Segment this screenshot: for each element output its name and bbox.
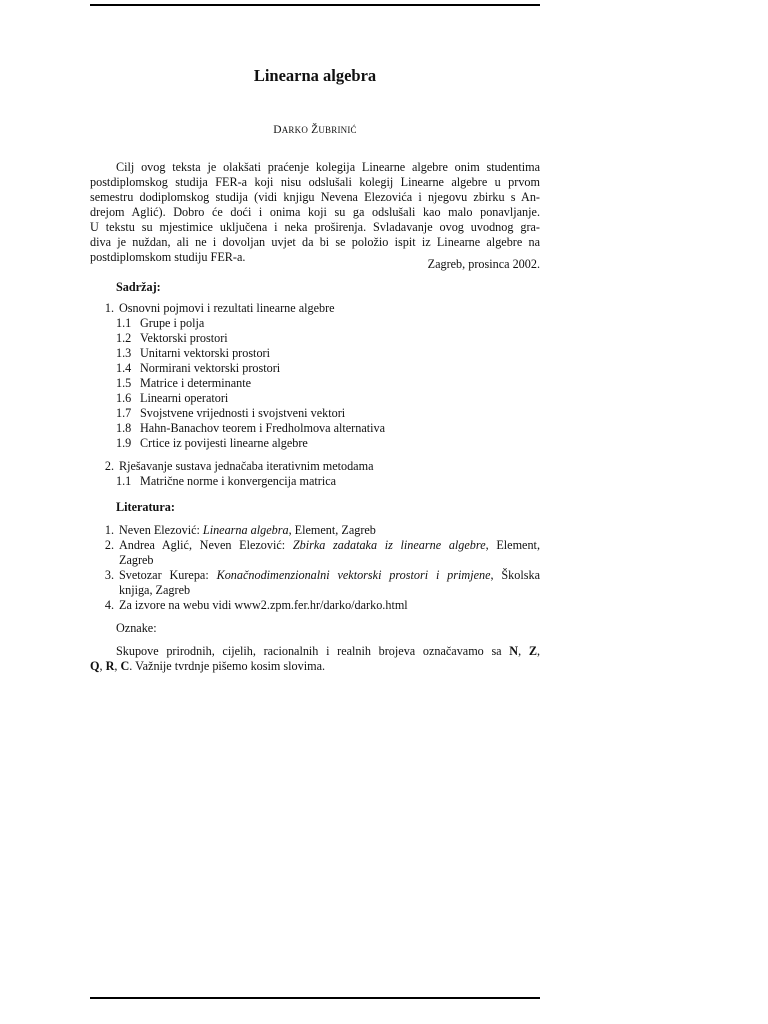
symbol-R: R bbox=[105, 659, 115, 673]
literature-item bbox=[98, 538, 540, 568]
bottom-rule bbox=[90, 997, 540, 999]
toc-section[interactable] bbox=[98, 346, 540, 361]
toc-label: Matrične norme i konvergencija matrica bbox=[140, 474, 337, 488]
table-of-contents-part2 bbox=[98, 459, 540, 489]
literature-number: 4. bbox=[104, 598, 114, 612]
symbol-N: N bbox=[509, 644, 519, 658]
document-title: Linearna algebra bbox=[253, 66, 377, 85]
abstract-line: postdiplomskom studiju FER-a. bbox=[90, 250, 246, 264]
literature-author: Neven Elezović: bbox=[119, 523, 203, 537]
symbol-C: C bbox=[120, 659, 130, 673]
literature-list bbox=[98, 523, 540, 613]
abstract-line: postdiplomskog studija FER-a koji nisu odslušali kolegij Linearne algebre u prvom bbox=[90, 175, 540, 189]
notation-text: Skupove prirodnih, cijelih, racionalnih i realnih brojeva označavamo sa bbox=[116, 644, 510, 658]
toc-section[interactable] bbox=[98, 331, 540, 346]
literature-publisher: , Element, Zagreb bbox=[288, 523, 376, 537]
toc-label: Osnovni pojmovi i rezultati linearne algebre bbox=[119, 301, 335, 315]
symbol-Q: Q bbox=[90, 659, 100, 673]
toc-number: 1.3 bbox=[116, 346, 132, 360]
literature-title: Zbirka zadataka iz linearne algebre bbox=[292, 538, 486, 552]
abstract-line: drejom Aglić). Dobro će doći i onima koji su ga odslušali kao malo ponavljanje. bbox=[90, 205, 540, 219]
toc-label: Unitarni vektorski prostori bbox=[140, 346, 270, 360]
toc-number: 1.2 bbox=[116, 331, 132, 345]
abstract-line: Cilj ovog teksta je olakšati praćenje kolegija Linearne algebre onim studentima bbox=[116, 160, 540, 174]
literature-publisher: , Školska bbox=[490, 568, 540, 582]
top-rule bbox=[90, 4, 540, 6]
contents-heading: Sadržaj: bbox=[116, 280, 161, 294]
abstract-line: U tekstu su mjestimice uključena i neka proširenja. Svladavanje ovog uvodnog gra- bbox=[90, 220, 540, 234]
notation-heading: Oznake: bbox=[116, 621, 157, 635]
toc-label: Svojstvene vrijednosti i svojstveni vektori bbox=[140, 406, 346, 420]
literature-title: Linearna algebra bbox=[202, 523, 289, 537]
literature-item bbox=[98, 523, 540, 538]
author-last-initial: Ž bbox=[311, 124, 319, 136]
literature-number: 1. bbox=[104, 523, 114, 537]
literature-web-link[interactable]: Za izvore na webu vidi www2.zpm.fer.hr/darko/darko.html bbox=[119, 598, 408, 612]
toc-chapter[interactable] bbox=[98, 301, 540, 316]
literature-number: 3. bbox=[104, 568, 114, 582]
author-first-rest: ARKO bbox=[281, 125, 309, 135]
literature-item bbox=[98, 598, 540, 613]
table-of-contents bbox=[98, 301, 540, 451]
literature-publisher-cont: knjiga, Zagreb bbox=[119, 583, 191, 597]
toc-number: 1.1 bbox=[116, 316, 132, 330]
literature-heading: Literatura: bbox=[116, 500, 175, 514]
toc-number: 1.9 bbox=[116, 436, 132, 450]
toc-section[interactable] bbox=[98, 391, 540, 406]
toc-label: Hahn-Banachov teorem i Fredholmova alternativa bbox=[140, 421, 386, 435]
notation-paragraph: Skupove prirodnih, cijelih, racionalnih i realnih brojeva označavamo sa N, Z, Q, R, C. Važnije tvrdnje pišemo kosim slovima. bbox=[90, 644, 541, 673]
abstract-line: semestru dodiplomskog studija (vidi knjigu Nevena Elezovića i njegovu zbirku s An- bbox=[90, 190, 540, 204]
toc-section[interactable] bbox=[98, 406, 540, 421]
toc-label: Matrice i determinante bbox=[140, 376, 251, 390]
date-line: Zagreb, prosinca 2002. bbox=[427, 257, 540, 271]
literature-author: Svetozar Kurepa: bbox=[119, 568, 217, 582]
literature-author: Andrea Aglić, Neven Elezović: bbox=[119, 538, 293, 552]
toc-label: Normirani vektorski prostori bbox=[140, 361, 281, 375]
toc-section[interactable] bbox=[98, 316, 540, 331]
symbol-Z: Z bbox=[528, 644, 537, 658]
toc-label: Crtice iz povijesti linearne algebre bbox=[140, 436, 308, 450]
author-first-initial: D bbox=[273, 124, 282, 136]
toc-label: Rješavanje sustava jednačaba iterativnim metodama bbox=[119, 459, 374, 473]
toc-chapter[interactable] bbox=[98, 459, 540, 474]
toc-section[interactable] bbox=[98, 474, 540, 489]
toc-number: 1.7 bbox=[116, 406, 132, 420]
author-name bbox=[90, 123, 540, 138]
toc-label: Linearni operatori bbox=[140, 391, 229, 405]
literature-title: Konačnodimenzionalni vektorski prostori i primjene bbox=[216, 568, 491, 582]
toc-number: 1.4 bbox=[116, 361, 132, 375]
abstract-paragraph bbox=[90, 160, 540, 265]
literature-publisher: , Element, bbox=[485, 538, 540, 552]
notation-text-end: . Važnije tvrdnje pišemo kosim slovima. bbox=[129, 659, 326, 673]
toc-label: Grupe i polja bbox=[140, 316, 205, 330]
toc-number: 2. bbox=[104, 459, 114, 473]
literature-number: 2. bbox=[104, 538, 114, 552]
toc-number: 1.5 bbox=[116, 376, 132, 390]
toc-number: 1.1 bbox=[116, 474, 132, 488]
literature-publisher-cont: Zagreb bbox=[119, 553, 154, 567]
toc-section[interactable] bbox=[98, 376, 540, 391]
toc-number: 1.8 bbox=[116, 421, 132, 435]
literature-item bbox=[98, 568, 540, 598]
toc-section[interactable] bbox=[98, 361, 540, 376]
toc-label: Vektorski prostori bbox=[140, 331, 228, 345]
toc-number: 1.6 bbox=[116, 391, 132, 405]
toc-section[interactable] bbox=[98, 421, 540, 436]
toc-number: 1. bbox=[104, 301, 114, 315]
abstract-line: diva je nuždan, ali ne i dovoljan uvjet da bi se položio ispit iz Linearne algebre na bbox=[90, 235, 540, 249]
toc-section[interactable] bbox=[98, 436, 540, 451]
author-last-rest: UBRINIĆ bbox=[318, 125, 357, 135]
